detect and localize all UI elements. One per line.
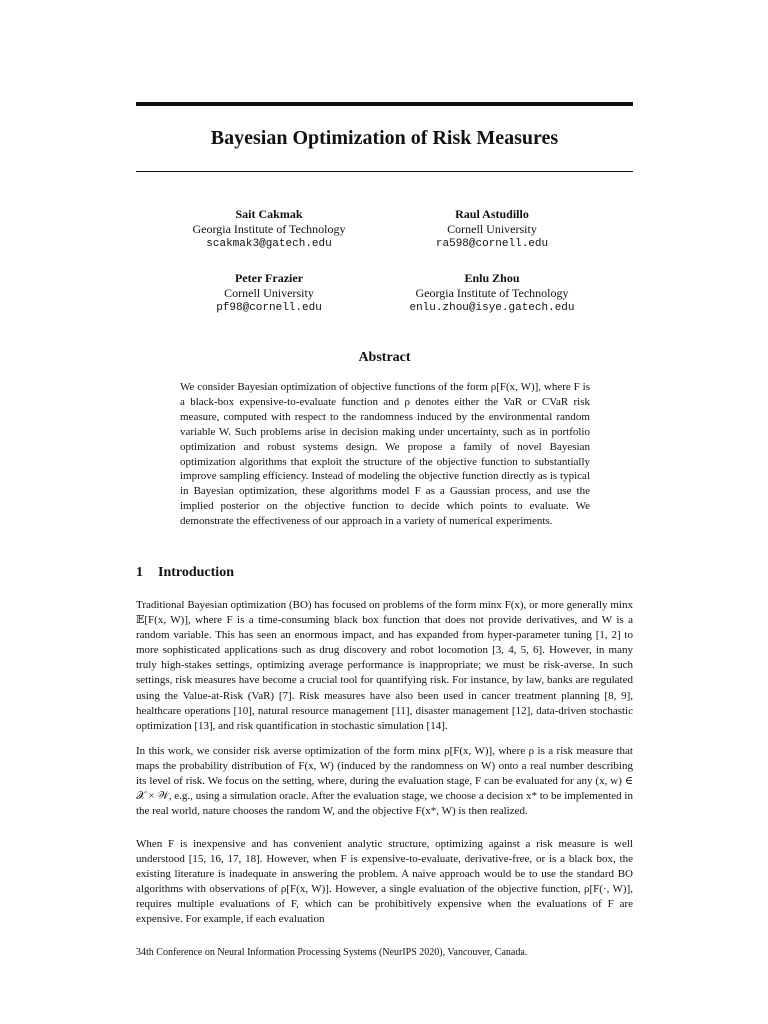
paper-title: Bayesian Optimization of Risk Measures [210,127,559,149]
author-email: scakmak3@gatech.edu [206,238,332,250]
title-rule-top [136,102,633,106]
author-affiliation: Cornell University [224,286,314,300]
author-affiliation: Georgia Institute of Technology [415,286,569,300]
author-block [362,271,622,316]
section-title: Introduction [158,565,234,580]
author-affiliation: Cornell University [447,222,537,236]
author-name: Peter Frazier [234,271,304,285]
author-email: ra598@cornell.edu [435,238,549,250]
author-block [139,207,399,252]
abstract-text: We consider Bayesian optimization of objective functions of the form ρ[F(x, W)], where F is a black-box expensive-to-evaluate function and ρ denotes either the VaR or CVaR risk measure, computed with respect to the randomness induced by the environmental random variable W. Such problems arise in decision making under uncertainty, such as in portfolio optimization and robust systems design. We propose a family of novel Bayesian optimization algorithms that exploit the structure of the objective function to substantially improve sampling efficiency. Instead of modeling the objective function directly as is typical in Bayesian optimization, these algorithms model F as a Gaussian process, and use the implied posterior on the objective function to decide which points to evaluate. We demonstrate the effectiveness of our approach in a variety of numerical experiments. [180,381,590,528]
author-name: Enlu Zhou [464,271,520,285]
author-affiliation: Georgia Institute of Technology [192,222,346,236]
author-name: Raul Astudillo [455,207,529,221]
section-number: 1 [136,565,143,580]
author-email: pf98@cornell.edu [216,302,322,314]
abstract-heading: Abstract [358,350,411,365]
author-name: Sait Cakmak [235,207,303,221]
title-rule-bottom [136,171,633,172]
author-email: enlu.zhou@isye.gatech.edu [409,302,575,314]
author-block [362,207,622,252]
body-paragraph: When F is inexpensive and has convenient analytic structure, optimizing against a risk measure is well understood [15, 16, 17, 18]. However, when F is expensive-to-evaluate, derivative-free, or is a black box, the existing literature is inadequate in answering the problem. A naive approach would be to use the standard BO algorithms with observations of ρ[F(x, W)]. However, a single evaluation of the objective function, ρ[F(·, W)], requires multiple evaluations of F, which can be prohibitively expensive when the evaluations of F are expensive. For example, if each evaluation [136,838,633,926]
body-paragraph: Traditional Bayesian optimization (BO) has focused on problems of the form minx F(x), or more generally minx 𝔼[F(x, W)], where F is a time-consuming black box function that does not provide derivatives, and W is a random variable. This has seen an enormous impact, and has expanded from hyper-parameter tuning [1, 2] to more sophisticated applications such as drug discovery and robot locomotion [3, 4, 5, 6]. However, in many truly high-stakes settings, optimizing average performance is inappropriate; we must be risk-averse. In such settings, risk measures have become a crucial tool for quantifying risk. For instance, by law, banks are regulated using the Value-at-Risk (VaR) [7]. Risk measures have also been used in cancer treatment planning [8, 9], healthcare operations [10], natural resource management [11], disaster management [12], data-driven stochastic optimization [13], and risk quantification in stochastic simulation [14]. [136,599,633,732]
body-paragraph: In this work, we consider risk averse optimization of the form minx ρ[F(x, W)], where ρ is a risk measure that maps the probability distribution of F(x, W) (induced by the randomness on W) onto a real number describing its level of risk. We focus on the setting, where, during the evaluation stage, F can be evaluated for any (x, w) ∈ 𝒳 × 𝒲, e.g., using a simulation oracle. After the evaluation stage, we choose a decision x* to be implemented in the real world, nature chooses the random W, and the objective F(x*, W) is then realized. [136,745,633,818]
conference-footnote: 34th Conference on Neural Information Processing Systems (NeurIPS 2020), Vancouver, Canada. [136,947,528,958]
section-heading [136,564,234,582]
author-block [139,271,399,316]
